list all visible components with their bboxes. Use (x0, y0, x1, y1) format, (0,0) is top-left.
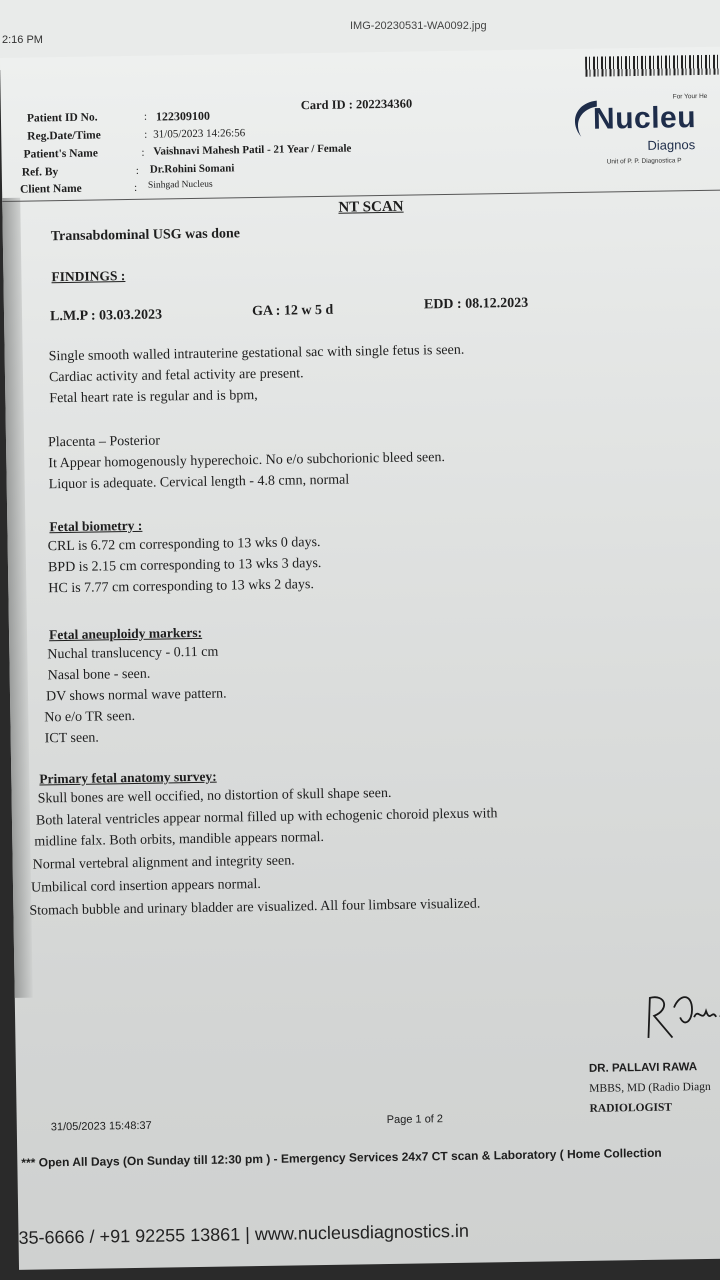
marker-dv: DV shows normal wave pattern. (45, 686, 227, 705)
logo-tagline: For Your He (672, 92, 708, 101)
marker-tr: No e/o TR seen. (44, 708, 136, 726)
report-title: NT SCAN (338, 198, 404, 216)
logo-unit: Unit of P. P. Diagnostica P (606, 157, 682, 166)
biometry-hc: HC is 7.77 cm corresponding to 13 wks 2 days. (48, 577, 315, 597)
signature-icon (640, 987, 720, 1048)
card-id: Card ID : 202234360 (300, 96, 413, 113)
label-reg-date: Reg.Date/Time (27, 129, 101, 143)
anatomy-line2: Both lateral ventricles appear normal filled up with echogenic choroid plexus with (35, 806, 498, 829)
print-datetime: 31/05/2023 15:48:37 (50, 1119, 152, 1134)
status-time: 2:16 PM (2, 34, 43, 46)
footer-contact: 35-6666 / +91 92255 13861 | www.nucleusdiagnostics.in (18, 1220, 470, 1248)
markers-heading: Fetal aneuploidy markers: (48, 624, 203, 643)
para1-line3: Fetal heart rate is regular and is bpm, (49, 387, 258, 407)
marker-nasal: Nasal bone - seen. (47, 666, 151, 684)
paper-fold-shadow (2, 198, 33, 998)
marker-nt: Nuchal translucency - 0.11 cm (47, 644, 219, 663)
signatory-name: DR. PALLAVI RAWA (588, 1061, 698, 1075)
label-client-name: Client Name (19, 182, 82, 196)
anatomy-line1: Skull bones are well occified, no distortion of skull shape seen. (37, 785, 392, 807)
label-patient-id: Patient ID No. (26, 111, 98, 125)
logo-sub: Diagnos (647, 137, 696, 153)
biometry-heading: Fetal biometry : (49, 517, 143, 535)
image-filename: IMG-20230531-WA0092.jpg (350, 20, 487, 32)
marker-ict: ICT seen. (44, 730, 99, 747)
biometry-bpd: BPD is 2.15 cm corresponding to 13 wks 3 days. (47, 556, 322, 576)
barcode (585, 55, 720, 77)
ga: GA : 12 w 5 d (251, 302, 334, 320)
value-patient-id: 122309100 (155, 108, 211, 124)
para1-line1: Single smooth walled intrauterine gestational sac with single fetus is seen. (48, 342, 465, 365)
para1-line2: Cardiac activity and fetal activity are present. (48, 366, 304, 386)
logo-brand: Nucleu (592, 101, 697, 136)
report-paper: For Your He Nucleu Diagnos Unit of P. P. Diagnostica P Patient ID No. Reg.Date/Time Patient's Name Ref. By Client Name : : : : : 122309100 31/05/2023 14:26:56 Vaishnavi Mahesh Patil - 21 Year / Female Dr.Rohini Somani Sinhgad Nucleus Card ID : 202234360 NT SCAN Transabdominal USG was done FINDINGS : L.M.P : 03.03.2023 GA : 12 w 5 d EDD : 08.12.2023 Single smooth walled intrauterine gestational sac with single fetus is seen. Cardiac activity and fetal activity are present. Fetal heart rate is regular and is bpm, Placenta – Posterior It Appear homogenously hyperechoic. No e/o subchorionic bleed seen. Liquor is adequate. Cervical length - 4.8 cmn, normal Fetal biometry : CRL is 6.72 cm corresponding to 13 wks 0 days. BPD is 2.15 cm corresponding to 13 wks 3 days. HC is 7.77 cm corresponding to 13 wks 2 days. Fetal aneuploidy markers: Nuchal translucency - 0.11 cm Nasal bone - seen. DV shows normal wave pattern. No e/o TR seen. ICT seen. Primary fetal anatomy survey: Skull bones are well occified, no distortion of skull shape seen. Both lateral ventricles appear normal filled up with echogenic choroid plexus with midline falx. Both orbits, mandible appears normal. Normal vertebral alignment and integrity seen. Umbilical cord insertion appears normal. Stomach bubble and urinary bladder are visualized. All four limbsare visualized. DR. PALLAVI RAWA MBBS, MD (Radio Diagn RADIOLOGIST 31/05/2023 15:48:37 Page 1 of 2 *** Open All Days (On Sunday till 12:30 pm ) - Emergency Services 24x7 CT scan & Laboratory ( Home Collection 35-6666 / +91 92255 13861 | www.nucleusdiagnostics.in (0, 47, 720, 1270)
para2-line3: Liquor is adequate. Cervical length - 4.8 cmn, normal (48, 472, 350, 493)
lmp: L.M.P : 03.03.2023 (49, 307, 163, 325)
anatomy-line4: Normal vertebral alignment and integrity seen. (32, 853, 295, 873)
value-client-name: Sinhgad Nucleus (147, 179, 213, 191)
report-intro: Transabdominal USG was done (50, 226, 241, 245)
label-patient-name: Patient's Name (23, 147, 99, 161)
value-ref-by: Dr.Rohini Somani (149, 162, 235, 176)
anatomy-line5: Umbilical cord insertion appears normal. (30, 877, 261, 896)
footer-notice: *** Open All Days (On Sunday till 12:30 pm ) - Emergency Services 24x7 CT scan & Laboratory ( Home Collection (21, 1145, 662, 1170)
label-ref-by: Ref. By (21, 166, 59, 179)
anatomy-heading: Primary fetal anatomy survey: (39, 768, 217, 787)
para2-line2: It Appear homogenously hyperechoic. No e/o subchorionic bleed seen. (48, 450, 446, 472)
value-reg-date: 31/05/2023 14:26:56 (153, 127, 246, 141)
page-number: Page 1 of 2 (386, 1113, 444, 1127)
anatomy-line6: Stomach bubble and urinary bladder are visualized. All four limbsare visualized. (29, 896, 481, 919)
anatomy-line3: midline falx. Both orbits, mandible appears normal. (34, 830, 325, 850)
biometry-crl: CRL is 6.72 cm corresponding to 13 wks 0 days. (47, 535, 321, 555)
para2-line1: Placenta – Posterior (47, 433, 161, 451)
edd: EDD : 08.12.2023 (423, 295, 529, 313)
signatory-qualification: MBBS, MD (Radio Diagn (589, 1080, 711, 1095)
value-patient-name: Vaishnavi Mahesh Patil - 21 Year / Female (153, 142, 352, 158)
signatory-role: RADIOLOGIST (589, 1101, 673, 1115)
findings-heading: FINDINGS : (51, 268, 126, 285)
